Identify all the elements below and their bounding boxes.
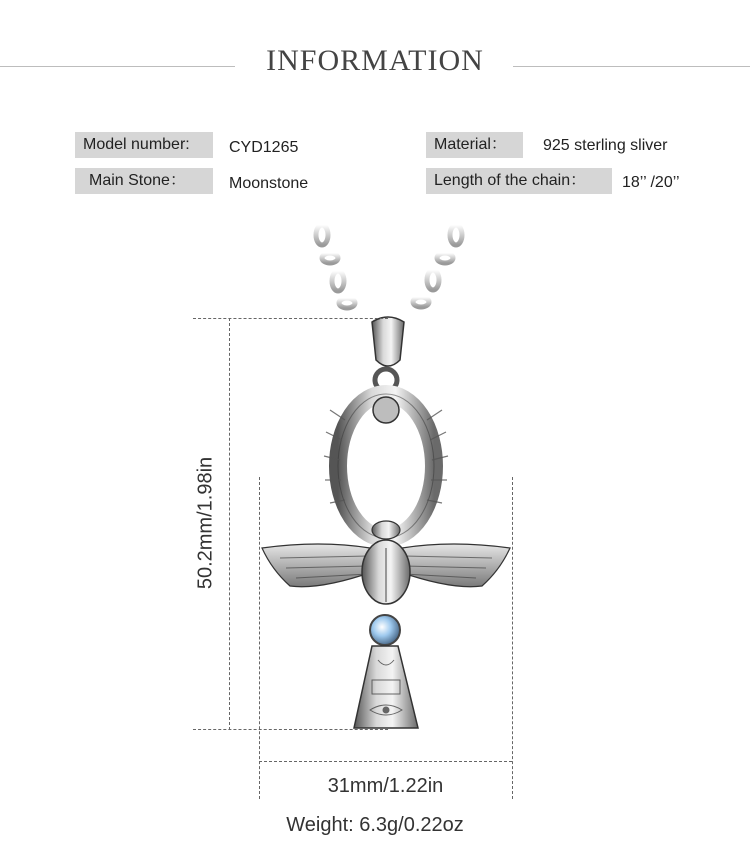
main-stone-label: Main Stone： xyxy=(75,168,213,194)
chain xyxy=(316,225,462,308)
weight-label: Weight: 6.3g/0.22oz xyxy=(286,814,464,836)
ankh-base xyxy=(354,646,418,728)
top-ornament xyxy=(373,397,399,423)
model-number-value: CYD1265 xyxy=(229,139,299,156)
height-guide-bottom xyxy=(193,729,388,730)
main-stone-value: Moonstone xyxy=(229,175,309,192)
height-guide-line xyxy=(229,318,230,730)
material-value: 925 sterling sliver xyxy=(543,137,668,154)
width-guide-right xyxy=(512,477,513,799)
chain-length-label: Length of the chain： xyxy=(426,168,612,194)
right-wing xyxy=(400,544,510,587)
moonstone xyxy=(370,615,400,645)
height-guide-top xyxy=(193,318,388,319)
scarab-head xyxy=(372,521,400,539)
width-guide-left xyxy=(259,477,260,799)
width-label: 31mm/1.22in xyxy=(327,775,444,797)
chain-length-value: 18’’ /20’’ xyxy=(622,174,680,191)
height-label: 50.2mm/1.98in xyxy=(194,456,217,590)
material-label: Material： xyxy=(426,132,523,158)
left-wing xyxy=(262,544,372,587)
model-number-label: Model number: xyxy=(75,132,213,158)
page-title: INFORMATION xyxy=(266,44,484,77)
width-guide-line xyxy=(259,761,512,762)
bail xyxy=(372,317,404,366)
